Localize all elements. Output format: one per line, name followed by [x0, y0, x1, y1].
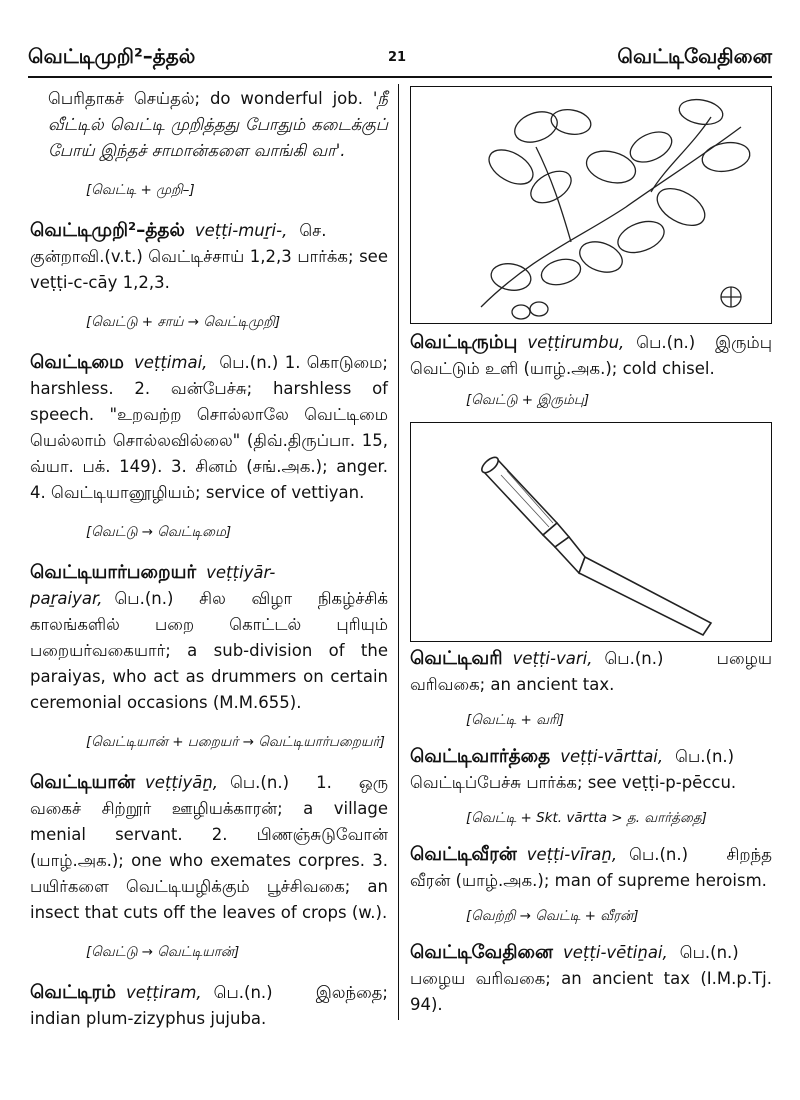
plant-branch-icon: [411, 87, 771, 323]
definition: பெ.(n.) சிறந்த வீரன் (யாழ்.அக.); man of supreme heroism.: [410, 845, 772, 890]
chisel-icon: [411, 423, 771, 641]
continued-entry: [30, 86, 388, 164]
dictionary-entry: [410, 330, 772, 428]
transliteration: veṭṭi-vīraṉ,: [526, 845, 618, 864]
definition: பெ.(n.) இலந்தை; indian plum-zizyphus jujuba.: [30, 983, 388, 1028]
page-number: 21: [388, 50, 407, 65]
dictionary-entry: [30, 350, 388, 506]
chisel-illustration: [410, 422, 772, 642]
headword: வெட்டிவீரன்: [410, 844, 517, 865]
header-last-headword: வெட்டிவேதினை: [617, 44, 772, 68]
definition: பெ.(n.) இரும்பு வெட்டும் உளி (யாழ்.அக.); cold chisel.: [410, 333, 772, 378]
header-rule: [28, 76, 772, 78]
dictionary-entry: [30, 560, 388, 716]
headword: வெட்டிவரி: [410, 648, 503, 669]
definition: பெ.(n.) பழைய வரிவகை; an ancient tax (I.M.p.Tj. 94).: [410, 943, 772, 1014]
dictionary-entry: [30, 980, 388, 1032]
transliteration: veṭṭiyāṉ,: [145, 773, 219, 792]
column-divider: [398, 84, 399, 1020]
etymology: [வெற்றி → வெட்டி + வீரன்]: [466, 908, 639, 924]
definition: பெ.(n.) 1. ஒரு வகைச் சிற்றூர் ஊழியக்காரன்; a village menial servant. 2. பிணஞ்சுடுவோன் (யாழ்.அக.); one who exemates corpres. 3. பயிர்களை வெட்டியழிக்கும் பூச்சிவகை; an insect that cuts off the leaves of crops (w.).: [30, 773, 388, 922]
entry-text: பெரிதாகச் செய்தல்; do wonderful job.: [48, 89, 363, 108]
dictionary-entry: [30, 218, 388, 296]
etymology: [வெட்டியான் + பறையர் → வெட்டியார்பறையர்]: [86, 734, 385, 750]
etymology: [வெட்டு + சாய் → வெட்டிமுறி]: [86, 314, 281, 330]
running-header: [28, 44, 772, 74]
transliteration: veṭṭi-vētiṉai,: [563, 943, 668, 962]
dictionary-entry: [410, 646, 772, 1018]
headword: வெட்டியான்: [30, 772, 136, 793]
etymology: [வெட்டு → வெட்டிமை]: [86, 524, 232, 540]
etymology: [வெட்டி + முறி–]: [86, 182, 195, 198]
transliteration: veṭṭimai,: [133, 353, 208, 372]
headword: வெட்டியார்பறையர்: [30, 562, 197, 583]
headword: வெட்டிவார்த்தை: [410, 746, 551, 767]
definition: பெ.(n.) பழைய வரிவகை; an ancient tax.: [410, 649, 772, 694]
entry-quote: 'நீ வீட்டில் வெட்டி முறித்தது போதும் கடைக்குப் போய் இந்தச் சாமான்களை வாங்கி வா'.: [48, 89, 388, 160]
header-first-headword: வெட்டிமுறி²–த்தல்: [28, 44, 196, 68]
etymology: [வெட்டு + இரும்பு]: [466, 392, 590, 408]
definition: செ. குன்றாவி.(v.t.) வெட்டிச்சாய் 1,2,3 பார்க்க; see veṭṭi-c-cāy 1,2,3.: [30, 221, 388, 292]
headword: வெட்டிமை: [30, 352, 124, 373]
transliteration: veṭṭiram,: [126, 983, 202, 1002]
etymology: [வெட்டி + Skt. vārtta > த. வார்த்தை]: [466, 810, 707, 826]
left-column: [30, 86, 388, 1032]
headword: வெட்டிரும்பு: [410, 332, 518, 353]
transliteration: veṭṭi-muṟi-,: [194, 221, 288, 240]
definition: பெ.(n.) சில விழா நிகழ்ச்சிக் காலங்களில் பறை கொட்டல் புரியும் பறையர்வகையார்; a sub-division of the paraiyas, who act as drummers on certain ceremonial occasions (M.M.655).: [30, 589, 388, 712]
transliteration: veṭṭirumbu,: [527, 333, 625, 352]
transliteration: veṭṭiyār-paṟaiyar,: [30, 563, 276, 608]
definition: பெ.(n.) 1. கொடுமை; harshless. 2. வன்பேச்சு; harshless of speech. "உறவற்ற சொல்லாலே வெட்டிமை யெல்லாம் சொல்லவில்லை" (திவ்.திருப்பா. 15, வ்யா. பக். 149). 3. சினம் (சங்.அக.); anger. 4. வெட்டியானூழியம்; service of vettiyan.: [30, 353, 388, 502]
headword: வெட்டிரம்: [30, 982, 116, 1003]
transliteration: veṭṭi-vari,: [512, 649, 593, 668]
dictionary-entry: [30, 770, 388, 926]
headword: வெட்டிமுறி²–த்தல்: [30, 220, 185, 241]
headword: வெட்டிவேதினை: [410, 942, 553, 963]
jujube-plant-illustration: [410, 86, 772, 324]
etymology: [வெட்டு → வெட்டியான்]: [86, 944, 240, 960]
transliteration: veṭṭi-vārttai,: [560, 747, 664, 766]
etymology: [வெட்டி + வரி]: [466, 712, 564, 728]
definition: பெ.(n.) வெட்டிப்பேச்சு பார்க்க; see veṭṭi-p-pēccu.: [410, 747, 737, 792]
